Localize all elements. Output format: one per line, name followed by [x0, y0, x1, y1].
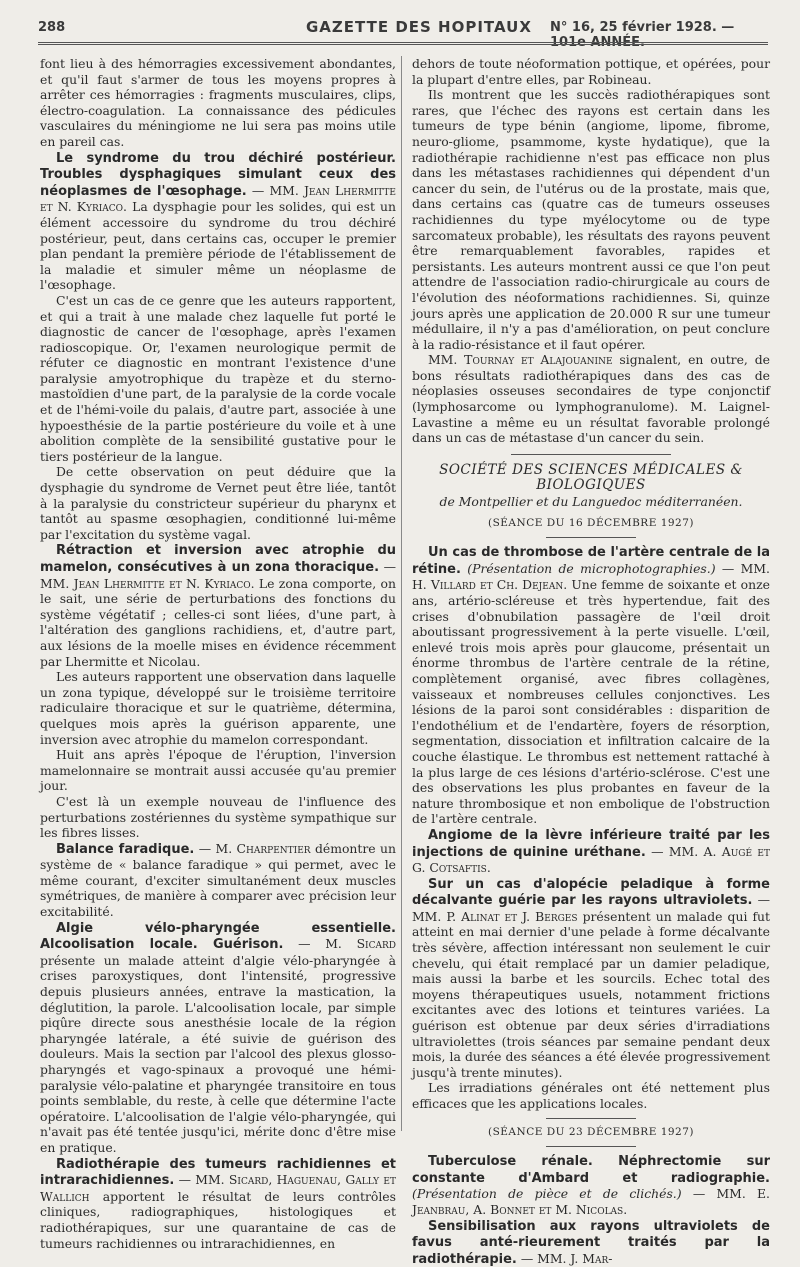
article-retraction-mamelon: Rétraction et inversion avec atrophie du mamelon, consécutives à un zona thoracique. — MM. Jean Lhermitte et N. Kyriaco. Le zona comporte, on le sait, une série de perturbations des fonctions du système végétatif ; celles-ci sont liées, d'une part, à l'altération des ganglions rachidiens, et, d'autre part, aux lésions de la moelle mises en évidence récemment par Lhermitte et Nicolau.: [40, 543, 396, 669]
article-authors: MM. Jean Lhermitte et N. Kyriaco.: [40, 575, 255, 591]
paragraph: De cette observation on peut déduire que la dysphagie du syndrome de Vernet peut être liée, tantôt à la paralysie du constricteur supérieur du pharynx et tantôt au spasme œsophagien, conditionné lui-même par l'excitation du système vagal.: [40, 464, 396, 542]
paragraph: dehors de toute néoformation pottique, et opérées, pour la plupart d'entre elles, par Robineau.: [412, 56, 770, 87]
article-title: Algie vélo-pharyngée essentielle. Alcoolisation locale. Guérison.: [40, 920, 396, 953]
article-authors: MM. H. Villard et Ch. Dejean.: [412, 560, 770, 593]
article-title: Balance faradique.: [56, 841, 195, 857]
article-authors: MM. Tournay et Alajouanine: [428, 352, 613, 368]
paragraph: Le zona comporte, on le sait, une série de perturbations des fonctions du système végétatif ; celles-ci sont liées, d'une part, à l'altération des ganglions rachidiens, et, d'autre part, aux lésions de la moelle mises en évidence récemment par Lhermitte et Nicolau.: [40, 575, 396, 669]
divider: [546, 537, 636, 538]
paragraph: Huit ans après l'époque de l'éruption, l'inversion mamelonnaire se montrait aussi accusée qu'au premier jour.: [40, 747, 396, 794]
paragraph: [412, 352, 770, 446]
article-sensibilisation-favus: Sensibilisation aux rayons ultraviolets de favus anté-rieurement traités par la radiothérapie. — MM. J. Mar-: [412, 1218, 770, 1267]
header-rule: [38, 42, 768, 45]
paragraph: La dysphagie pour les solides, qui est un élément accessoire du syndrome du trou déchiré postérieur, peut, dans certains cas, occuper le premier plan pendant la première période de l'établissement de la maladie et simuler même un néoplasme de l'œsophage.: [40, 199, 396, 293]
paragraph: Une femme de soixante et onze ans, artério-scléreuse et très hypertendue, fait des crises d'obnubilation passagère de l'œil droit aboutissant progressivement à la perte visuelle. L'œil, enlevé trois mois après pour glaucome, présentait un énorme thrombus de l'artère centrale de la rétine, complètement organisé, avec fibres collagènes, vaisseaux et nombreuses cellules conjonctives. Les lésions de la paroi sont considérables : disparition de l'endothélium et de l'endartère, foyers de résorption, segmentation, dissociation et infiltration calcaire de la couche élastique. Le thrombus est nettement rattaché à la plus large de ces lésions d'artério-sclérose. C'est une des observations les plus probantes en faveur de la nature thrombosique et non embolique de l'obstruction de l'artère centrale.: [412, 577, 770, 827]
article-authors: MM. J. Mar-: [537, 1250, 613, 1266]
article-title: Un cas de thrombose de l'artère centrale de la rétine.: [412, 545, 770, 577]
article-note: (Présentation de pièce et de clichés.): [412, 1186, 682, 1202]
article-title: Le syndrome du trou déchiré postérieur. Troubles dysphagiques simulant ceux des néoplasmes de l'œsophage.: [40, 150, 396, 199]
article-authors: MM. E. Jeanbrau, A. Bonnet et M. Nicolas.: [412, 1186, 770, 1217]
article-authors: MM. Sicard, Haguenau, Gally et Wallich: [40, 1172, 396, 1204]
page-header: [38, 16, 768, 50]
paragraph: Les irradiations générales ont été nettement plus efficaces que les applications locales.: [412, 1080, 770, 1111]
article-radiotherapie-tumeurs: Radiothérapie des tumeurs rachidiennes et intrarachidiennes. — MM. Sicard, Haguenau, Gally et Wallich apportent le résultat de leurs contrôles cliniques, radiographiques, histologiques et radiothérapiques, sur une quarantaine de cas de tumeurs rachidiennes ou intrarachidiennes, en: [40, 1156, 396, 1251]
article-authors: MM. A. Augé et G. Cotsaftis.: [412, 843, 770, 876]
paragraph: apportent le résultat de leurs contrôles cliniques, radiographiques, histologiques et radiothérapiques, sur une quarantaine de cas de tumeurs rachidiennes ou intrarachidiennes, en: [40, 1188, 396, 1251]
paragraph: font lieu à des hémorragies excessivement abondantes, et qu'il faut s'armer de tous les moyens propres à arrêter ces hémorragies : fragments musculaires, clips, électro-coagulation. La connaissance des pédicules vasculaires du méningiome ne lui sera pas moins utile en pareil cas.: [40, 56, 396, 149]
article-angiome-levre: Angiome de la lèvre inférieure traité par les injections de quinine uréthane. — MM. A. Augé et G. Cotsaftis.: [412, 827, 770, 876]
article-authors: M. Sicard: [325, 936, 396, 952]
article-alopecie-peladique: Sur un cas d'alopécie peladique à forme décalvante guérie par les rayons ultraviolets. — MM. P. Alinat et J. Berges présentent un malade qui fut atteint en mai dernier d'une pelade à forme décalvante très sévère, affection intéressant non seulement le cuir chevelu, qui était remplacé par un damier peladique, mais aussi la barbe et les sourcils. Echec total des moyens thérapeutiques usuels, notamment frictions excitantes avec des lotions et teintures variées. La guérison est obtenue par deux séries d'irradiations ultraviolettes (trois séances par semaine pendant deux mois, la durée des séances a été élevée progressivement jusqu'à trente minutes).: [412, 876, 770, 1080]
article-authors: MM. Jean Lhermitte et N. Kyriaco.: [40, 182, 396, 215]
article-title: Sensibilisation aux rayons ultraviolets de favus anté-rieurement traités par la radiothérapie.: [412, 1218, 770, 1267]
article-note: (Présentation de microphotographies.): [467, 560, 716, 576]
article-title: Rétraction et inversion avec atrophie du mamelon, consécutives à un zona thoracique.: [40, 543, 396, 575]
article-tuberculose-renale: Tuberculose rénale. Néphrectomie sur constante d'Ambard et radiographie. (Présentation de pièce et de clichés.) — MM. E. Jeanbrau, A. Bonnet et M. Nicolas.: [412, 1154, 770, 1217]
paragraph: Les auteurs rapportent une observation dans laquelle un zona typique, développé sur le troisième territoire radiculaire thoracique et sur le quatrième, détermina, quelques mois après la guérison apparente, une inversion avec atrophie du mamelon correspondant.: [40, 669, 396, 747]
article-title: Angiome de la lèvre inférieure traité par les injections de quinine uréthane.: [412, 827, 770, 860]
page-number: 288: [38, 20, 66, 35]
issue-info: N° 16, 25 février 1928. — 101e ANNÉE.: [550, 20, 735, 50]
article-title: Radiothérapie des tumeurs rachidiennes et intrarachidiennes.: [40, 1156, 396, 1189]
paragraph: présente un malade atteint d'algie vélo-pharyngée à crises paroxystiques, dont l'intensité, progressive depuis plusieurs années, entrave la mastication, la déglutition, la parole. L'alcoolisation locale, par simple piqûre directe sous anesthésie locale de la région pharyngée latérale, a été suivie de guérison des douleurs. Mais la section par l'alcool des plexus glosso-pharyngés et vago-spinaux a provoqué une hémi-paralysie vélo-palatine et pharyngée transitoire en tous points semblable, du reste, à celle que détermine l'acte opératoire. L'alcoolisation de l'algie vélo-pharyngée, qui n'avait pas été tentée jusqu'ici, mérite donc d'être mise en pratique.: [40, 952, 396, 1155]
society-subtitle: de Montpellier et du Languedoc méditerranéen.: [439, 494, 743, 510]
paragraph: démontre un système de « balance faradique » qui permet, avec le même courant, d'exciter simultanément deux muscles symétriques, de manière à comparer avec précision leur excitabilité.: [40, 840, 396, 920]
right-column: [412, 56, 770, 1267]
paragraph: C'est un cas de ce genre que les auteurs rapportent, et qui a trait à une malade chez laquelle fut porté le diagnostic de cancer de l'œsophage, après l'examen radioscopique. Or, l'examen neurologique permit de réfuter ce diagnostic en montrant l'existence d'une paralysie amyotrophique du trapèze et du sterno-mastoïdien d'une part, de la paralysie de la corde vocale et de l'hémi-voile du palais, d'autre part, associée à une hypoesthésie de la partie postérieure du voile et à une abolition complète de la sensibilité gustative pour le tiers postérieur de la langue.: [40, 292, 396, 464]
left-column: [40, 56, 396, 1251]
article-authors: MM. P. Alinat et J. Berges: [412, 908, 578, 924]
article-authors: M. Charpentier: [215, 840, 311, 856]
section-rule: [511, 454, 671, 455]
paragraph: Ils montrent que les succès radiothérapiques sont rares, que l'échec des rayons est certain dans les tumeurs de type bénin (angiome, lipome, fibrome, neuro-gliome, psammome, kyste hydatique), que la radiothérapie rachidienne n'est pas efficace non plus dans les métastases rachidiennes qui dépendent d'un cancer du sein, de l'utérus ou de la prostate, mais que, dans certains cas (quatre cas de tumeurs osseuses rachidiennes du type myélocytome ou de type sarcomateux probable), les résultats des rayons peuvent être remarquablement favorables, rapides et persistants. Les auteurs montrent aussi ce que l'on peut attendre de l'association radio-chirurgicale au cours de l'évolution des néoformations rachidiennes. Si, quinze jours après une application de 20.000 R sur une tumeur médullaire, il n'y a pas d'amélioration, on peut conclure à la radio-résistance et il faut opérer.: [412, 87, 770, 352]
paragraph: présentent un malade qui fut atteint en mai dernier d'une pelade à forme décalvante très sévère, affection intéressant non seulement le cuir chevelu, qui était remplacé par un damier peladique, mais aussi la barbe et les sourcils. Echec total des moyens thérapeutiques usuels, notamment frictions excitantes avec des lotions et teintures variées. La guérison est obtenue par deux séries d'irradiations ultraviolettes (trois séances par semaine pendant deux mois, la durée des séances a été élevée progressivement jusqu'à trente minutes).: [412, 908, 770, 1080]
paragraph: C'est là un exemple nouveau de l'influence des perturbations zostériennes du système sympathique sur les fibres lisses.: [40, 793, 396, 841]
article-thrombose-retine: Un cas de thrombose de l'artère centrale de la rétine. (Présentation de microphotographies.) — MM. H. Villard et Ch. Dejean. Une femme de soixante et onze ans, artério-scléreuse et très hypertendue, fait des crises d'obnubilation passagère de l'œil droit aboutissant progressivement à la perte visuelle. L'œil, enlevé trois mois après pour glaucome, présentait un énorme thrombus de l'artère centrale de la rétine, complètement organisé, avec fibres collagènes, vaisseaux et nombreuses cellules conjonctives. Les lésions de la paroi sont considérables : disparition de l'endothélium et de l'endartère, foyers de résorption, segmentation, dissociation et infiltration calcaire de la couche élastique. Le thrombus est nettement rattaché à la plus large de ces lésions d'artério-sclérose. C'est une des observations les plus probantes en faveur de la nature thrombosique et non embolique de l'obstruction de l'artère centrale.: [412, 545, 770, 827]
seance-date: (SÉANCE DU 23 DÉCEMBRE 1927): [487, 1125, 695, 1138]
column-divider: [401, 56, 402, 1131]
divider: [546, 1146, 636, 1147]
seance-date: (SÉANCE DU 16 DÉCEMBRE 1927): [487, 516, 695, 529]
journal-title: GAZETTE DES HOPITAUX: [306, 18, 532, 36]
article-balance-faradique: Balance faradique. — M. Charpentier démontre un système de « balance faradique » qui permet, avec le même courant, d'exciter simultanément deux muscles symétriques, de manière à comparer avec précision leur excitabilité.: [40, 840, 396, 920]
society-title: SOCIÉTÉ DES SCIENCES MÉDICALES & BIOLOGIQUES: [439, 461, 743, 494]
article-title: Sur un cas d'alopécie peladique à forme décalvante guérie par les rayons ultraviolets.: [412, 876, 770, 909]
article-algie-velo-pharyngee: Algie vélo-pharyngée essentielle. Alcoolisation locale. Guérison. — M. Sicard présente un malade atteint d'algie vélo-pharyngée à crises paroxystiques, dont l'intensité, progressive depuis plusieurs années, entrave la mastication, la déglutition, la parole. L'alcoolisation locale, par simple piqûre directe sous anesthésie locale de la région pharyngée latérale, a été suivie de guérison des douleurs. Mais la section par l'alcool des plexus glosso-pharyngés et vago-spinaux a provoqué une hémi-paralysie vélo-palatine et pharyngée transitoire en tous points semblable, du reste, à celle que détermine l'acte opératoire. L'alcoolisation de l'algie vélo-pharyngée, qui n'avait pas été tentée jusqu'ici, mérite donc d'être mise en pratique.: [40, 920, 396, 1155]
paragraph-text: signalent, en outre, de bons résultats radiothérapiques dans des cas de néoplasies osseuses secondaires de type conjonctif (lymphosarcome ou lymphogranulome). M. Laignel-Lavastine a même eu un résultat favorable prolongé dans un cas de métastase d'un cancer du sein.: [412, 352, 770, 446]
divider: [546, 1118, 636, 1119]
article-title: Tuberculose rénale. Néphrectomie sur constante d'Ambard et radiographie.: [412, 1154, 770, 1186]
article-syndrome-trou-dechire: Le syndrome du trou déchiré postérieur. Troubles dysphagiques simulant ceux des néoplasmes de l'œsophage. — MM. Jean Lhermitte et N. Kyriaco. La dysphagie pour les solides, qui est un élément accessoire du syndrome du trou déchiré postérieur, peut, dans certains cas, occuper le premier plan pendant la première période de l'établissement de la maladie et simuler même un néoplasme de l'œsophage.: [40, 150, 396, 293]
